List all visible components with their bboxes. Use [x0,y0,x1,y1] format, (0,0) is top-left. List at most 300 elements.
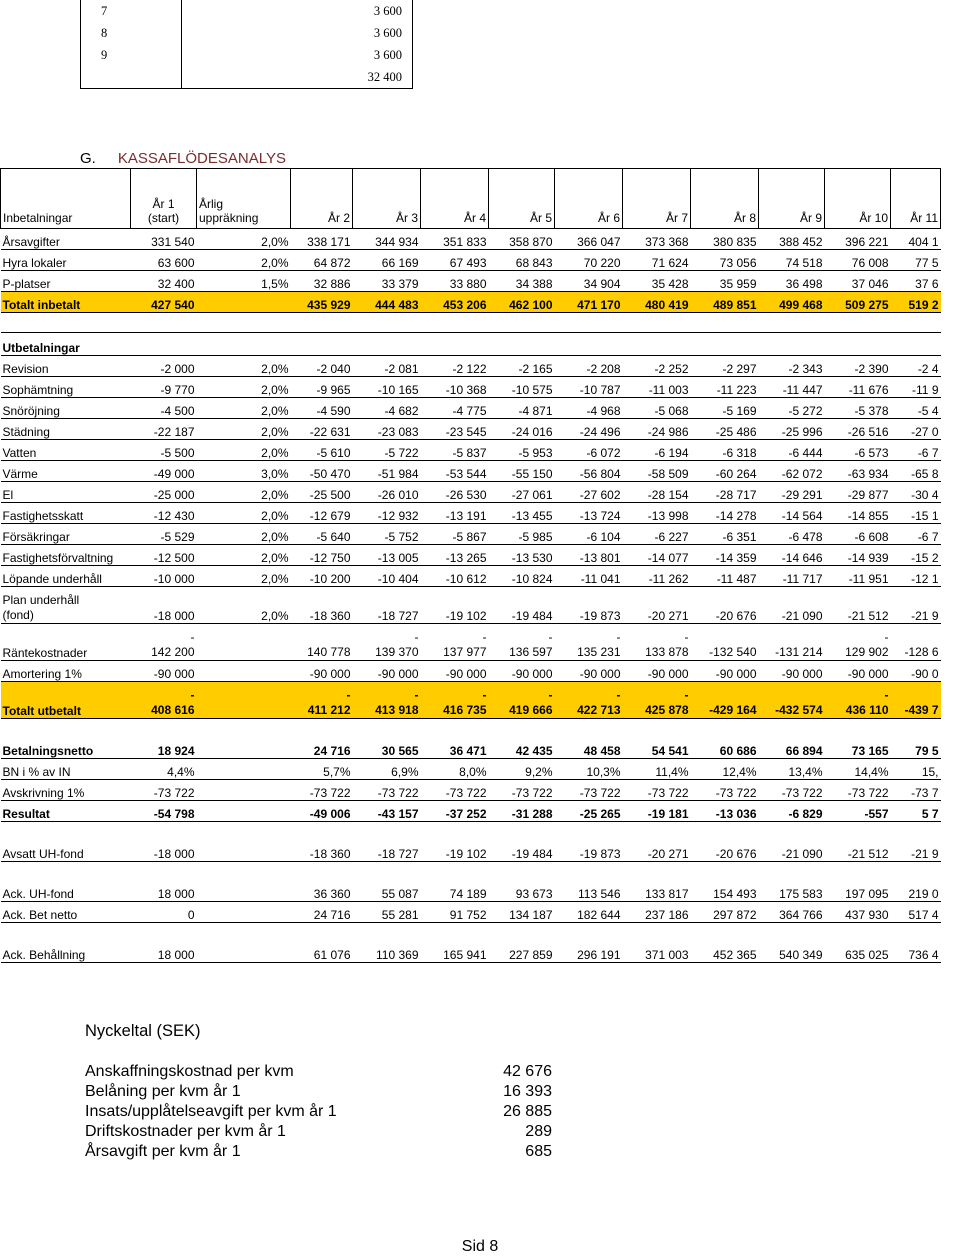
cell-value: -27 061 [511,488,553,502]
expense-row [1,566,941,587]
cell-value: -11 262 [648,572,689,586]
row-year-value [353,902,421,923]
cell-value: -43 157 [377,807,419,821]
row-year-value [555,503,623,524]
row-year-value [825,587,891,624]
cell-value: 2,0% [261,256,289,270]
row-year-value [353,624,421,661]
row-year-value [555,759,623,780]
cell-value: -4 968 [586,404,621,418]
cell-value: -6 351 [722,530,757,544]
row-year-value [891,881,941,902]
cell-value: -24 016 [511,425,553,439]
spacer-cell [1,719,941,739]
income-row [1,250,941,271]
row-year-value [421,661,489,682]
row-year-value [825,566,891,587]
cell-value: -2 4 [917,362,939,376]
cell-value: 13,4% [788,765,823,779]
expense-row [1,398,941,419]
cell-value: -439 7 [904,703,939,717]
cell-value: 2,0% [261,425,289,439]
row-year-value [623,881,691,902]
cell-value: -13 005 [377,551,419,565]
cell-value: -27 602 [579,488,621,502]
cell-value: 8,0% [459,765,487,779]
row-year-value [825,661,891,682]
cell-value: -14 077 [647,551,689,565]
row-label: Värme [1,461,131,482]
row-year-value [421,440,489,461]
row-year-value [623,292,691,313]
row-year-value [421,587,489,624]
row-year-value [891,545,941,566]
cell-value: -6 318 [722,446,757,460]
row-year-value [291,545,353,566]
dash-marker: - [616,630,621,644]
cell-value: -11 223 [716,383,757,397]
cell-value: -21 512 [847,609,889,623]
top-row-label: 8 [81,22,182,44]
row-year-value [421,503,489,524]
row-year-value [623,503,691,524]
cell-value: 219 0 [908,887,939,901]
cell-value: -4 500 [160,404,195,418]
cell-value: 425 878 [645,703,689,717]
cell-value: -5 068 [654,404,689,418]
row-year-value [421,482,489,503]
row-year-value [691,881,759,902]
row-year-value [353,801,421,822]
row-percent [197,624,291,661]
cell-value: 30 565 [381,744,419,758]
spacer-cell [1,313,941,333]
row-start-value [131,229,197,250]
spacer-row [1,822,941,842]
cell-value: -14 278 [715,509,757,523]
row-year-value [623,624,691,661]
header-row [1,169,941,229]
cell-value: -6 7 [917,530,939,544]
key-ratio-label: Belåning per kvm år 1 [85,1083,241,1100]
cell-value: -55 150 [511,467,553,481]
cell-value: -2 208 [586,362,621,376]
row-start-value [131,801,197,822]
row-year-value [891,566,941,587]
row-label: Hyra lokaler [1,250,131,271]
row-year-value [623,377,691,398]
cell-value: -73 7 [911,786,939,800]
row-percent [197,738,291,759]
row-year-value [291,482,353,503]
key-ratio-value: 289 [525,1123,552,1140]
cell-value: 66 894 [785,744,823,758]
cell-value: -14 646 [781,551,823,565]
row-start-value [131,377,197,398]
cell-value: -19 484 [511,609,553,623]
row-year-value [291,738,353,759]
cell-value: 452 365 [713,948,757,962]
row-year-value [489,545,555,566]
row-year-value [489,461,555,482]
cell-value: -90 000 [579,667,621,681]
row-year-value [489,759,555,780]
cell-value: 36 498 [785,277,823,291]
cell-value: -10 368 [445,383,487,397]
cell-value: 136 597 [509,645,553,659]
row-start-value [131,682,197,719]
row-start-value [131,942,197,963]
cell-value: 408 616 [151,703,195,717]
row-percent [197,780,291,801]
cell-value: -28 154 [647,488,689,502]
cell-value: 422 713 [577,703,621,717]
top-summary-table [80,0,413,89]
cell-value: -11 041 [580,572,621,586]
cell-value: -31 288 [511,807,553,821]
row-year-value [691,902,759,923]
cell-value: 63 600 [157,256,195,270]
key-ratio-label: Driftskostnader per kvm år 1 [85,1123,286,1140]
dash-marker: - [616,688,621,702]
cell-value: 416 735 [443,703,487,717]
cell-value: 76 008 [851,256,889,270]
row-year-value [421,419,489,440]
row-year-value [555,566,623,587]
cell-value: -12 679 [309,509,351,523]
row-year-value [691,503,759,524]
row-year-value [291,759,353,780]
cell-value: -18 000 [153,847,195,861]
row-year-value [825,942,891,963]
cell-value: 436 110 [845,703,889,717]
cell-value: -24 986 [647,425,689,439]
cell-value: 11,4% [655,765,689,779]
row-year-value [825,356,891,377]
row-year-value [291,356,353,377]
row-year-value [291,682,353,719]
row-label: Amortering 1% [1,661,131,682]
header-label: Inbetalningar [1,169,131,229]
cell-value: -73 722 [715,786,757,800]
top-total-label [81,66,182,89]
row-year-value [489,587,555,624]
dash-marker: - [414,630,419,644]
row-year-value [759,587,825,624]
row-year-value [421,624,489,661]
row-year-value [489,780,555,801]
top-table-row [81,44,413,66]
cell-value: -11 676 [848,383,889,397]
cell-value: 371 003 [645,948,689,962]
cell-value: -28 717 [715,488,757,502]
cell-value: -90 0 [911,667,939,681]
row-year-value [353,881,421,902]
cell-value: 133 817 [645,887,689,901]
cell-value: -5 867 [452,530,487,544]
cell-value: -10 165 [377,383,419,397]
cell-value: -29 877 [847,488,889,502]
key-ratio-value: 26 885 [503,1103,552,1120]
cell-value: 36 471 [449,744,487,758]
cell-value: -56 804 [579,467,621,481]
row-year-value [291,942,353,963]
cell-value: 5,7% [323,765,351,779]
row-start-value [131,356,197,377]
row-label: Snöröjning [1,398,131,419]
row-year-value [555,624,623,661]
row-label: Fastighetsförvaltning [1,545,131,566]
row-year-value [421,398,489,419]
row-year-value [555,545,623,566]
cell-value: -2 390 [854,362,889,376]
cell-value: 34 388 [515,277,553,291]
row-percent [197,902,291,923]
row-year-value [691,624,759,661]
row-year-value [353,271,421,292]
cell-value: -26 010 [377,488,419,502]
cell-value: 71 624 [651,256,689,270]
spacer-cell [1,822,941,842]
cell-value: -27 0 [911,425,939,439]
cell-value: 175 583 [779,887,823,901]
cell-value: -18 360 [309,609,351,623]
row-year-value [825,524,891,545]
row-percent [197,566,291,587]
expense-row [1,377,941,398]
row-year-value [421,250,489,271]
cell-value: -19 873 [579,847,621,861]
spacer-cell [1,862,941,882]
cell-value: 404 1 [908,235,939,249]
cell-value: -19 873 [579,609,621,623]
row-year-value [759,461,825,482]
header-year: År 5 [489,169,555,229]
cell-value: 462 100 [509,298,553,312]
cell-value: -23 083 [377,425,419,439]
cell-value: -18 360 [309,847,351,861]
row-year-value [623,461,691,482]
header-year: År 6 [555,169,623,229]
row-year-value [759,902,825,923]
row-year-value [489,398,555,419]
header-year: År 2 [291,169,353,229]
row-year-value [291,624,353,661]
expense-row [1,503,941,524]
row-label: El [1,482,131,503]
cell-value: -5 985 [518,530,553,544]
row-year-value [623,524,691,545]
row-year-value [489,229,555,250]
row-year-value [353,841,421,862]
cell-value: -20 676 [715,847,757,861]
cell-value: 154 493 [713,887,757,901]
row-percent [197,759,291,780]
row-year-value [759,250,825,271]
dash-marker: - [190,688,195,702]
row-year-value [759,566,825,587]
row-year-value [489,292,555,313]
row-year-value [623,902,691,923]
cell-value: 540 349 [779,948,823,962]
header-uppr-line2: uppräkning [199,211,259,225]
row-year-value [891,229,941,250]
cell-value: 137 977 [443,645,487,659]
header-year: År 10 [825,169,891,229]
row-year-value [353,942,421,963]
cell-value: -14 564 [781,509,823,523]
cell-value: 197 095 [845,887,889,901]
cell-value: -11 717 [782,572,823,586]
row-start-value [131,440,197,461]
key-ratio-value: 42 676 [503,1063,552,1080]
row-year-value [891,902,941,923]
row-start-value [131,587,197,624]
row-year-value [421,524,489,545]
row-label: Städning [1,419,131,440]
cell-value: -65 8 [911,467,939,481]
row-year-value [291,419,353,440]
row-year-value [691,440,759,461]
row-year-value [691,482,759,503]
row-year-value [759,503,825,524]
row-year-value [759,482,825,503]
cell-value: 77 5 [915,256,939,270]
row-year-value [691,292,759,313]
row-start-value [131,566,197,587]
row-year-value [489,377,555,398]
row-label: Årsavgifter [1,229,131,250]
cell-value: 37 6 [915,277,939,291]
row-year-value [623,841,691,862]
row-label: Försäkringar [1,524,131,545]
row-year-value [623,661,691,682]
cell-value: -5 953 [518,446,553,460]
cell-value: 35 959 [719,277,757,291]
cell-value: -5 169 [722,404,757,418]
row-year-value [489,682,555,719]
row-year-value [623,250,691,271]
row-year-value [291,841,353,862]
row-year-value [489,624,555,661]
row-label: BN i % av IN [1,759,131,780]
row-start-value [131,902,197,923]
cell-value: -90 000 [847,667,889,681]
cell-value: -5 4 [917,404,939,418]
cell-value: 67 493 [449,256,487,270]
row-percent [197,524,291,545]
cell-value: -10 787 [579,383,621,397]
spacer-row [1,719,941,739]
row-year-value [353,503,421,524]
cell-value: -12 1 [911,572,939,586]
top-total-value: 32 400 [182,66,413,89]
row-year-value [489,250,555,271]
row-label: Löpande underhåll [1,566,131,587]
row-year-value [291,881,353,902]
row-year-value [891,759,941,780]
cell-value: 517 4 [908,908,939,922]
row-year-value [759,624,825,661]
cell-value: -10 200 [309,572,351,586]
row-year-value [421,942,489,963]
cell-value: 237 186 [645,908,689,922]
row-year-value [825,545,891,566]
cell-value: 6,9% [391,765,419,779]
row-percent [197,801,291,822]
row-percent [197,419,291,440]
cell-value: 70 220 [583,256,621,270]
cell-value: -12 500 [153,551,195,565]
row-year-value [291,229,353,250]
cell-value: -19 102 [445,847,487,861]
row-year-value [759,356,825,377]
cell-value: -73 722 [847,786,889,800]
row-year-value [623,356,691,377]
cell-value: -14 855 [847,509,889,523]
avsatt-uh-fond-row [1,841,941,862]
row-year-value [825,440,891,461]
row-year-value [353,524,421,545]
result-row [1,759,941,780]
cell-value: -11 003 [648,383,689,397]
cell-value: -6 7 [917,446,939,460]
header-year: År 11 [891,169,941,229]
row-year-value [353,661,421,682]
row-label: Revision [1,356,131,377]
row-year-value [691,942,759,963]
row-year-value [489,356,555,377]
row-label: Fastighetsskatt [1,503,131,524]
row-year-value [489,271,555,292]
cell-value: 4,4% [167,765,195,779]
row-year-value [623,440,691,461]
row-year-value [825,738,891,759]
row-label-line: (fond) [2,608,34,622]
row-year-value [691,419,759,440]
row-start-value [131,624,197,661]
cell-value: -37 252 [445,807,487,821]
cell-value: 396 221 [845,235,889,249]
cell-value: -12 430 [153,509,195,523]
section-title: KASSAFLÖDESANALYS [117,150,286,167]
row-year-value [353,545,421,566]
cell-value: 32 400 [157,277,195,291]
dash-marker: - [414,688,419,702]
cell-value: 133 878 [645,645,689,659]
row-year-value [421,759,489,780]
cell-value: 296 191 [577,948,621,962]
cell-value: -30 4 [911,488,939,502]
row-year-value [691,841,759,862]
cell-value: -132 540 [709,645,757,659]
cell-value: -49 000 [153,467,195,481]
cell-value: -557 [864,807,889,821]
row-year-value [489,902,555,923]
cell-value: 37 046 [851,277,889,291]
cell-value: 435 929 [307,298,351,312]
row-year-value [825,682,891,719]
cell-value: -14 359 [715,551,757,565]
cell-value: -19 102 [445,609,487,623]
row-year-value [555,271,623,292]
row-percent [197,503,291,524]
cell-value: 338 171 [307,235,351,249]
row-label: Avsatt UH-fond [1,841,131,862]
cell-value: 93 673 [515,887,553,901]
row-year-value [353,398,421,419]
cell-value: -13 455 [511,509,553,523]
